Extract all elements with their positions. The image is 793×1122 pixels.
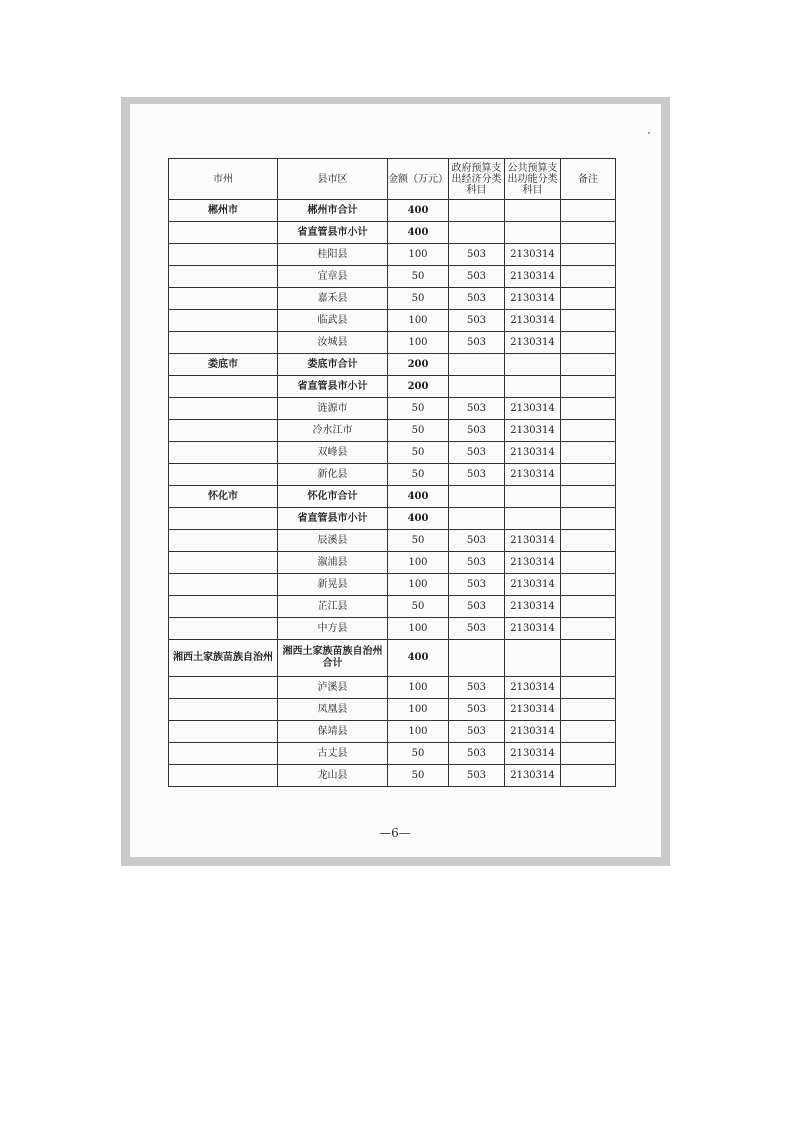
header-remarks: 备注: [561, 159, 616, 200]
table-row: [169, 398, 616, 420]
table-row: [169, 552, 616, 574]
cell-econ-class: 503: [449, 464, 505, 486]
cell-amount: 50: [388, 464, 449, 486]
cell-county: 汝城县: [278, 332, 388, 354]
cell-amount: 100: [388, 677, 449, 699]
cell-city: [169, 530, 278, 552]
cell-county: 新化县: [278, 464, 388, 486]
table-row: [169, 721, 616, 743]
table-row: [169, 699, 616, 721]
cell-city: [169, 376, 278, 398]
cell-func-class: [505, 376, 561, 398]
cell-remarks: [561, 596, 616, 618]
cell-econ-class: 503: [449, 552, 505, 574]
cell-remarks: [561, 332, 616, 354]
cell-county: 湘西土家族苗族自治州合计: [278, 640, 388, 677]
cell-amount: 100: [388, 699, 449, 721]
cell-econ-class: [449, 486, 505, 508]
table-row: [169, 574, 616, 596]
cell-func-class: [505, 200, 561, 222]
cell-city: [169, 420, 278, 442]
cell-econ-class: 503: [449, 721, 505, 743]
cell-func-class: 2130314: [505, 288, 561, 310]
cell-remarks: [561, 486, 616, 508]
cell-func-class: [505, 222, 561, 244]
cell-county: 溆浦县: [278, 552, 388, 574]
cell-county: 双峰县: [278, 442, 388, 464]
cell-remarks: [561, 530, 616, 552]
cell-remarks: [561, 640, 616, 677]
cell-county: 新晃县: [278, 574, 388, 596]
cell-amount: 100: [388, 332, 449, 354]
cell-func-class: 2130314: [505, 332, 561, 354]
cell-econ-class: 503: [449, 596, 505, 618]
cell-func-class: 2130314: [505, 721, 561, 743]
cell-econ-class: 503: [449, 398, 505, 420]
table-row: [169, 640, 616, 677]
cell-econ-class: [449, 200, 505, 222]
cell-func-class: 2130314: [505, 699, 561, 721]
cell-func-class: 2130314: [505, 743, 561, 765]
header-func-class: 公共预算支出功能分类科目: [505, 159, 561, 200]
cell-func-class: [505, 354, 561, 376]
cell-econ-class: [449, 508, 505, 530]
cell-econ-class: 503: [449, 310, 505, 332]
cell-county: 郴州市合计: [278, 200, 388, 222]
budget-allocation-table: [168, 158, 616, 787]
cell-city: 怀化市: [169, 486, 278, 508]
table-row: [169, 332, 616, 354]
cell-econ-class: [449, 354, 505, 376]
cell-county: 娄底市合计: [278, 354, 388, 376]
cell-amount: 100: [388, 618, 449, 640]
cell-remarks: [561, 677, 616, 699]
table-row: [169, 266, 616, 288]
cell-remarks: [561, 310, 616, 332]
table-body: [169, 200, 616, 787]
cell-county: 省直管县市小计: [278, 376, 388, 398]
cell-amount: 400: [388, 640, 449, 677]
cell-city: [169, 266, 278, 288]
cell-city: [169, 677, 278, 699]
cell-city: [169, 574, 278, 596]
cell-city: [169, 552, 278, 574]
cell-county: 冷水江市: [278, 420, 388, 442]
cell-econ-class: 503: [449, 288, 505, 310]
cell-city: 湘西土家族苗族自治州: [169, 640, 278, 677]
cell-amount: 400: [388, 486, 449, 508]
cell-func-class: 2130314: [505, 266, 561, 288]
cell-remarks: [561, 398, 616, 420]
cell-func-class: [505, 508, 561, 530]
cell-amount: 50: [388, 743, 449, 765]
cell-city: [169, 508, 278, 530]
cell-county: 凤凰县: [278, 699, 388, 721]
cell-county: 嘉禾县: [278, 288, 388, 310]
cell-remarks: [561, 354, 616, 376]
cell-city: [169, 721, 278, 743]
cell-county: 省直管县市小计: [278, 222, 388, 244]
cell-city: [169, 244, 278, 266]
cell-remarks: [561, 266, 616, 288]
cell-city: [169, 222, 278, 244]
cell-county: 涟源市: [278, 398, 388, 420]
header-econ-class: 政府预算支出经济分类科目: [449, 159, 505, 200]
cell-econ-class: 503: [449, 765, 505, 787]
cell-city: [169, 618, 278, 640]
page-number: —6—: [379, 826, 411, 840]
cell-county: 保靖县: [278, 721, 388, 743]
table-row: [169, 244, 616, 266]
cell-city: [169, 288, 278, 310]
cell-county: 古丈县: [278, 743, 388, 765]
cell-county: 怀化市合计: [278, 486, 388, 508]
table-row: [169, 743, 616, 765]
cell-county: 桂阳县: [278, 244, 388, 266]
cell-amount: 50: [388, 398, 449, 420]
cell-remarks: [561, 743, 616, 765]
header-county: 县市区: [278, 159, 388, 200]
table-header-row: [169, 159, 616, 200]
table-row: [169, 376, 616, 398]
cell-amount: 100: [388, 310, 449, 332]
table-row: [169, 420, 616, 442]
cell-econ-class: 503: [449, 420, 505, 442]
cell-county: 芷江县: [278, 596, 388, 618]
cell-func-class: 2130314: [505, 398, 561, 420]
table-row: [169, 288, 616, 310]
cell-remarks: [561, 442, 616, 464]
cell-econ-class: [449, 222, 505, 244]
cell-county: 龙山县: [278, 765, 388, 787]
cell-city: [169, 464, 278, 486]
cell-remarks: [561, 699, 616, 721]
cell-econ-class: 503: [449, 332, 505, 354]
table-row: [169, 677, 616, 699]
cell-func-class: [505, 486, 561, 508]
cell-func-class: 2130314: [505, 574, 561, 596]
table-row: [169, 310, 616, 332]
cell-econ-class: 503: [449, 244, 505, 266]
cell-econ-class: [449, 640, 505, 677]
cell-remarks: [561, 244, 616, 266]
cell-county: 中方县: [278, 618, 388, 640]
cell-amount: 400: [388, 508, 449, 530]
table-row: [169, 486, 616, 508]
scan-speck: [648, 132, 650, 134]
cell-remarks: [561, 552, 616, 574]
cell-county: 宜章县: [278, 266, 388, 288]
table-row: [169, 618, 616, 640]
cell-county: 辰溪县: [278, 530, 388, 552]
cell-remarks: [561, 420, 616, 442]
cell-econ-class: 503: [449, 618, 505, 640]
cell-remarks: [561, 618, 616, 640]
cell-amount: 400: [388, 222, 449, 244]
cell-amount: 100: [388, 552, 449, 574]
cell-func-class: 2130314: [505, 244, 561, 266]
cell-amount: 200: [388, 354, 449, 376]
table-row: [169, 530, 616, 552]
cell-econ-class: [449, 376, 505, 398]
cell-amount: 50: [388, 266, 449, 288]
table-row: [169, 442, 616, 464]
cell-func-class: 2130314: [505, 596, 561, 618]
table-row: [169, 200, 616, 222]
cell-city: [169, 442, 278, 464]
cell-func-class: 2130314: [505, 310, 561, 332]
table-row: [169, 222, 616, 244]
cell-remarks: [561, 288, 616, 310]
cell-econ-class: 503: [449, 677, 505, 699]
cell-func-class: [505, 640, 561, 677]
cell-city: [169, 398, 278, 420]
cell-city: [169, 310, 278, 332]
cell-amount: 100: [388, 574, 449, 596]
table-row: [169, 354, 616, 376]
cell-amount: 50: [388, 530, 449, 552]
table-row: [169, 508, 616, 530]
cell-remarks: [561, 574, 616, 596]
cell-remarks: [561, 721, 616, 743]
cell-amount: 50: [388, 442, 449, 464]
cell-amount: 100: [388, 721, 449, 743]
cell-func-class: 2130314: [505, 442, 561, 464]
cell-remarks: [561, 200, 616, 222]
cell-county: 泸溪县: [278, 677, 388, 699]
cell-amount: 50: [388, 420, 449, 442]
cell-county: 临武县: [278, 310, 388, 332]
cell-amount: 50: [388, 596, 449, 618]
cell-county: 省直管县市小计: [278, 508, 388, 530]
table-row: [169, 596, 616, 618]
cell-econ-class: 503: [449, 699, 505, 721]
cell-func-class: 2130314: [505, 677, 561, 699]
cell-econ-class: 503: [449, 743, 505, 765]
cell-econ-class: 503: [449, 574, 505, 596]
cell-func-class: 2130314: [505, 765, 561, 787]
cell-func-class: 2130314: [505, 618, 561, 640]
cell-amount: 100: [388, 244, 449, 266]
cell-func-class: 2130314: [505, 552, 561, 574]
cell-city: [169, 765, 278, 787]
cell-econ-class: 503: [449, 266, 505, 288]
table-row: [169, 765, 616, 787]
cell-city: 娄底市: [169, 354, 278, 376]
cell-remarks: [561, 765, 616, 787]
cell-amount: 50: [388, 288, 449, 310]
cell-func-class: 2130314: [505, 530, 561, 552]
cell-city: [169, 332, 278, 354]
cell-amount: 400: [388, 200, 449, 222]
cell-func-class: 2130314: [505, 464, 561, 486]
header-city: 市州: [169, 159, 278, 200]
cell-city: [169, 743, 278, 765]
header-amount: 金额（万元）: [388, 159, 449, 200]
cell-remarks: [561, 376, 616, 398]
cell-amount: 50: [388, 765, 449, 787]
cell-econ-class: 503: [449, 530, 505, 552]
cell-city: [169, 699, 278, 721]
table-row: [169, 464, 616, 486]
cell-func-class: 2130314: [505, 420, 561, 442]
cell-econ-class: 503: [449, 442, 505, 464]
cell-city: [169, 596, 278, 618]
cell-amount: 200: [388, 376, 449, 398]
cell-remarks: [561, 508, 616, 530]
cell-city: 郴州市: [169, 200, 278, 222]
cell-remarks: [561, 222, 616, 244]
cell-remarks: [561, 464, 616, 486]
